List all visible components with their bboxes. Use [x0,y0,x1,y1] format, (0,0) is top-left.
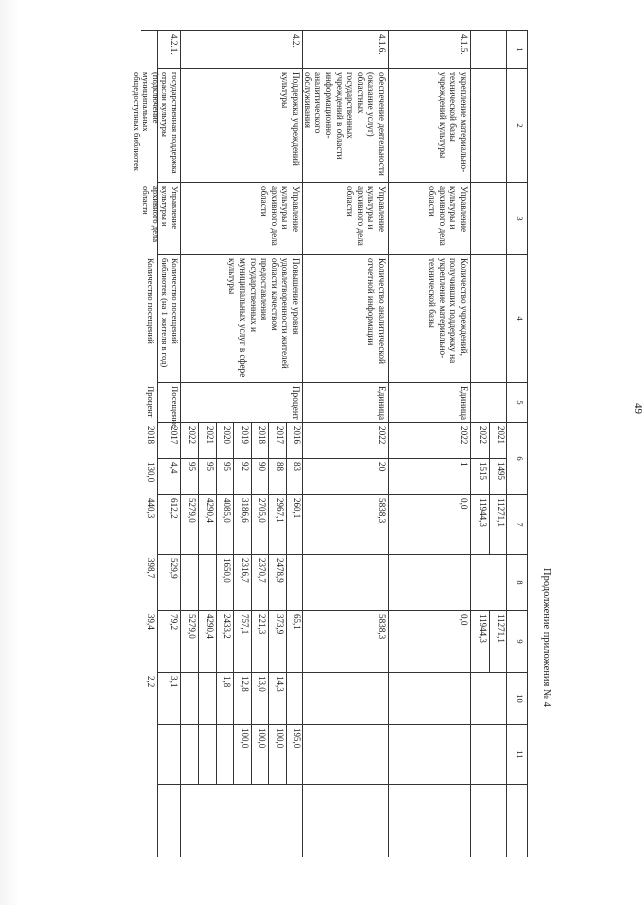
value-cell: 100,0 [233,725,250,784]
value-cell [198,555,215,610]
year-cell: 2022 [389,423,471,459]
value-cell: 11944,3 [478,614,488,643]
value-cell: 195,0 [286,725,303,784]
row-indicator: Количество посещений библиотек (на 1 жителя в год) [157,255,181,383]
value-cell [181,673,198,724]
value-cell: 100,0 [251,725,268,784]
c6-stack [181,459,303,495]
value-cell: 2967,1 [268,495,285,554]
value-cell: 39,4 [146,614,156,630]
year-cell: 2021 [489,423,507,458]
year-cell: 2018 [146,426,156,444]
value-cell: 757,1 [233,611,250,672]
value-cell: 5279,0 [187,498,198,523]
year-cell: 2022 [303,423,389,459]
row-name: государственная поддержка отрасли культуры (подключение муниципальных общедоступных библиотек [157,69,181,183]
value-cell: 1515 [478,462,488,480]
row-executor: Управление культуры и архивного дела области [157,183,181,255]
c9-stack [181,611,303,673]
unit-2: Процент [146,386,156,418]
indicator-2: Количество посещений [146,258,156,344]
value-cell: 88 [268,459,285,494]
value-cell [286,673,303,724]
value-cell: 1495 [489,459,507,494]
value-cell: 5838,3 [303,495,389,555]
value-cell: 83 [286,459,303,494]
value-cell: 95 [216,459,233,494]
value-cell: 20 [303,459,389,495]
col-header-8: 8 [507,555,527,611]
value-cell: 440,3 [146,498,156,519]
col-header-6: 6 [507,423,527,495]
row-name: Поддержка учреждений культуры [181,69,303,183]
table-row [302,31,389,857]
value-cell: 2370,7 [251,555,268,610]
col-header-3: 3 [507,183,527,255]
value-cell: 398,7 [146,558,156,579]
value-cell: 4085,0 [216,495,233,554]
value-cell [181,555,198,610]
value-cell: 2433,2 [216,611,233,672]
partial-row [141,30,158,857]
row-executor: Управление культуры и архивного дела области [303,183,389,255]
row-executor: Управление культуры и архивного дела области [181,183,303,255]
value-cell: 3,1 [157,673,181,725]
value-cell: 373,9 [268,611,285,672]
col-header-1: 1 [507,31,527,69]
value-cell: 11271,1 [489,495,507,554]
row-unit: Процент [181,383,303,423]
table-header-row [506,31,527,857]
year-cell: 2022 [478,426,488,444]
value-cell: 90 [251,459,268,494]
value-cell: 529,9 [157,555,181,611]
value-cell: 1650,0 [216,555,233,610]
row-id: 4.2.1. [157,31,181,69]
row-executor: Управление культуры и архивного дела области [389,183,471,255]
col-header-7: 7 [507,495,527,555]
appendix-title: Продолжение приложения № 4 [541,568,552,707]
value-cell [198,725,215,784]
value-cell: 11944,3 [478,498,488,527]
row-unit: Единица [303,383,389,423]
year-cell: 2017 [157,423,181,459]
c7-stack [181,495,303,555]
table-row [388,31,471,857]
value-cell: 612,2 [157,495,181,555]
value-cell: 3186,6 [233,495,250,554]
value-cell: 2316,7 [233,555,250,610]
row-name: обеспечение деятельности (оказание услуг) областных государственных учреждений в области информационно-аналитического обслуживания [303,69,389,183]
value-cell: 1 [389,459,471,495]
year-cell: 2017 [268,423,285,458]
value-cell: 4,4 [157,459,181,495]
value-cell: 79,2 [157,611,181,673]
value-cell [198,673,215,724]
year-cell: 2018 [251,423,268,458]
col-header-5: 5 [507,383,527,423]
value-cell: 2,2 [146,676,156,688]
value-cell: 2705,0 [251,495,268,554]
value-cell [286,555,303,610]
row-indicator: Повышение уровня удовлетворенности жителей области качеством предоставления государственных и муниципальных услуг в сфере культуры [181,255,303,383]
year-cell: 2020 [216,423,233,458]
value-cell: 11271,1 [489,611,507,672]
c11-stack [181,725,303,785]
value-cell: 13,0 [251,673,268,724]
value-cell: 5279,0 [187,614,198,639]
row-indicator: Количество аналитической отчетной информации [303,255,389,383]
table-row [470,31,507,857]
row-indicator: Количество учреждений, получивших поддержку на укрепление материально-технической базы [389,255,471,383]
value-cell: 14,3 [268,673,285,724]
value-cell: 5838,3 [303,611,389,673]
value-cell [181,725,198,784]
value-cell: 221,3 [251,611,268,672]
value-cell: 100,0 [268,725,285,784]
value-cell: 95 [187,462,198,471]
years-stack [181,423,303,459]
c8-stack [181,555,303,611]
col-header-11: 11 [507,725,527,785]
row-id: 4.1.5. [389,31,471,69]
value-cell: 2478,9 [268,555,285,610]
value-cell: 1,8 [216,673,233,724]
table-row [180,31,303,857]
value-cell: 92 [233,459,250,494]
value-cell: 12,8 [233,673,250,724]
row-id: 4.1.6. [303,31,389,69]
row-unit: Единица [389,383,471,423]
value-cell [216,725,233,784]
year-cell: 2022 [187,426,198,444]
row-id: 4.2. [181,31,303,69]
c10-stack [181,673,303,725]
value-cell: 0,0 [389,611,471,673]
year-cell: 2019 [233,423,250,458]
row-name: укрепление материально-технической базы учреждений культуры [389,69,471,183]
row-unit: Посещение [157,383,181,423]
value-cell: 130,0 [146,462,156,483]
rotated-page [128,8,644,876]
value-cell: 0,0 [389,495,471,555]
year-cell: 2021 [198,423,215,458]
col-header-10: 10 [507,673,527,725]
value-cell: 95 [198,459,215,494]
page-number: 49 [632,403,644,414]
year-cell: 2016 [286,423,303,458]
col-header-2: 2 [507,69,527,183]
col-header-4: 4 [507,255,527,383]
value-cell: 4290,4 [198,611,215,672]
value-cell: 65,1 [286,611,303,672]
col-header-9: 9 [507,611,527,673]
value-cell: 260,1 [286,495,303,554]
value-cell: 4290,4 [198,495,215,554]
